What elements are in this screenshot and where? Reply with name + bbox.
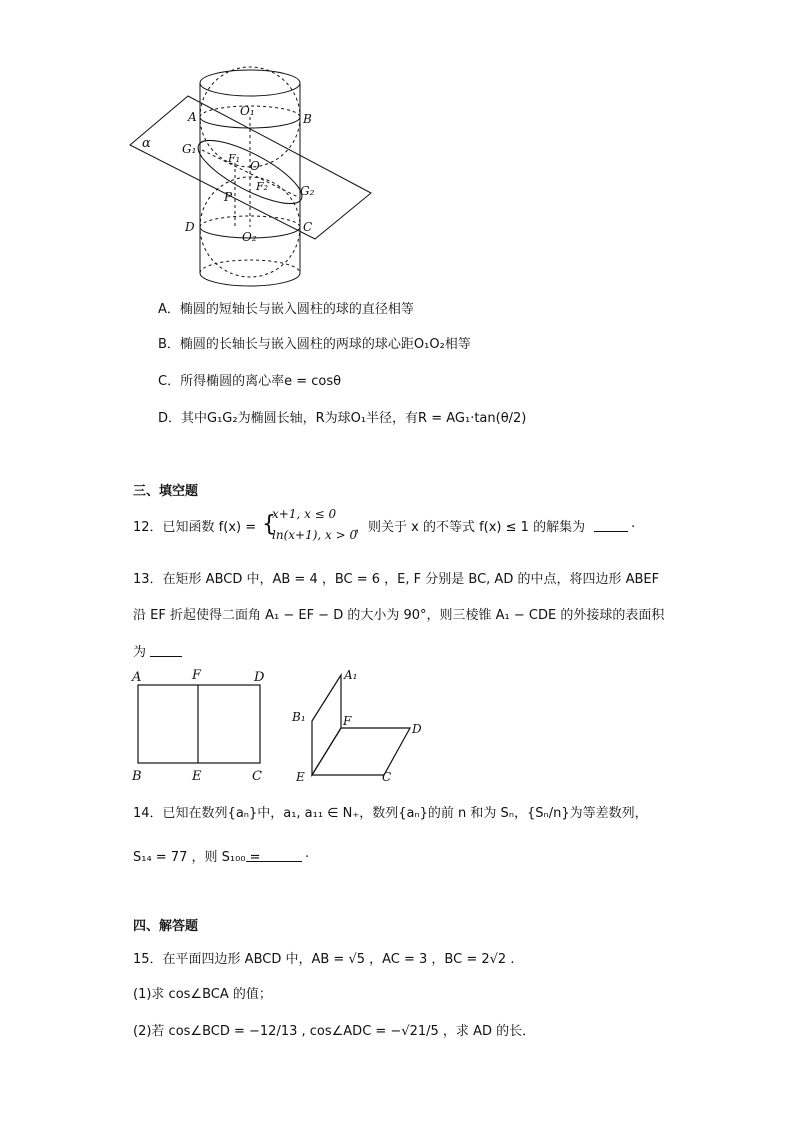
q12-case1: x+1, x ≤ 0: [272, 507, 337, 521]
q12-prefix: 12．已知函数 f(x) =: [133, 520, 257, 535]
q14-answer-blank: [246, 846, 302, 862]
q13-line3: 为: [133, 645, 147, 660]
option-c: C．所得椭圆的离心率e = cosθ: [158, 374, 342, 389]
label-A: A: [188, 110, 197, 124]
cylinder-top: [200, 70, 300, 96]
label-F1: F₁: [228, 152, 241, 165]
fold-label-F: F: [343, 714, 352, 728]
label-O1: O₁: [240, 104, 255, 118]
q15-part1: (1)求 cos∠BCA 的值；: [133, 987, 272, 1002]
fold-label-E: E: [296, 770, 305, 784]
section-3-title: 三、填空题: [133, 484, 199, 499]
label-O: O: [250, 159, 260, 173]
q14-line2: S₁₄ = 77 ，则 S₁₀₀ =: [133, 850, 261, 865]
label-D: D: [185, 220, 195, 234]
label-C: C: [303, 220, 313, 234]
rect-label-E: E: [192, 769, 202, 784]
option-d: D．其中G₁G₂为椭圆长轴，R为球O₁半径，有R = AG₁·tan(θ/2): [158, 411, 527, 426]
q12-suffix: ，则关于 x 的不等式 f(x) ≤ 1 的解集为: [355, 520, 586, 535]
rect-label-B: B: [132, 769, 142, 784]
label-alpha: α: [142, 136, 151, 151]
fold-label-C: C: [382, 770, 392, 784]
label-B: B: [303, 112, 312, 126]
brace-icon: {: [262, 512, 276, 537]
section-4-title: 四、解答题: [133, 919, 199, 934]
label-P: P: [224, 190, 233, 204]
q12-answer-blank: [594, 516, 628, 532]
cylinder-bottom: [200, 273, 300, 286]
label-O2: O₂: [242, 230, 257, 244]
option-a: A．椭圆的短轴长与嵌入圆柱的球的直径相等: [158, 302, 414, 317]
rect-label-C: C: [252, 769, 262, 784]
q13-line1: 13．在矩形 ABCD 中，AB = 4 ，BC = 6 ，E, F 分别是 BC, AD 的中点，将四边形 ABEF: [133, 572, 660, 587]
q13-line2: 沿 EF 折起使得二面角 A₁ − EF − D 的大小为 90°，则三棱锥 A₁ − CDE 的外接球的表面积: [133, 608, 665, 623]
folded-figure: [288, 665, 438, 785]
rect-label-A: A: [132, 670, 142, 685]
option-b: B．椭圆的长轴长与嵌入圆柱的两球的球心距O₁O₂相等: [158, 337, 471, 352]
label-G2: G₂: [300, 184, 315, 198]
fold-label-B1: B₁: [292, 710, 306, 724]
label-F2: F₂: [256, 180, 269, 193]
rect-label-F: F: [192, 668, 202, 683]
q12-period: .: [631, 516, 636, 531]
fold-label-A1: A₁: [344, 668, 358, 682]
q13-answer-blank: [150, 641, 182, 657]
rect-label-D: D: [254, 670, 265, 685]
q14-period: .: [305, 846, 310, 861]
q15-stem: 15．在平面四边形 ABCD 中，AB = √5 ，AC = 3 ，BC = 2√2 .: [133, 952, 515, 967]
q12-case2: ln(x+1), x > 0: [272, 528, 358, 542]
q15-part2: (2)若 cos∠BCD = −12/13 , cos∠ADC = −√21/5 ，求 AD 的长．: [133, 1024, 536, 1039]
fold-label-D: D: [412, 722, 422, 736]
q14-line1: 14．已知在数列{aₙ}中，a₁, a₁₁ ∈ N₊，数列{aₙ}的前 n 和为 Sₙ，{Sₙ/n}为等差数列，: [133, 806, 648, 821]
cylinder-plane-figure: [120, 55, 390, 295]
rectangle-figure: [128, 665, 278, 785]
label-G1: G₁: [182, 142, 197, 156]
